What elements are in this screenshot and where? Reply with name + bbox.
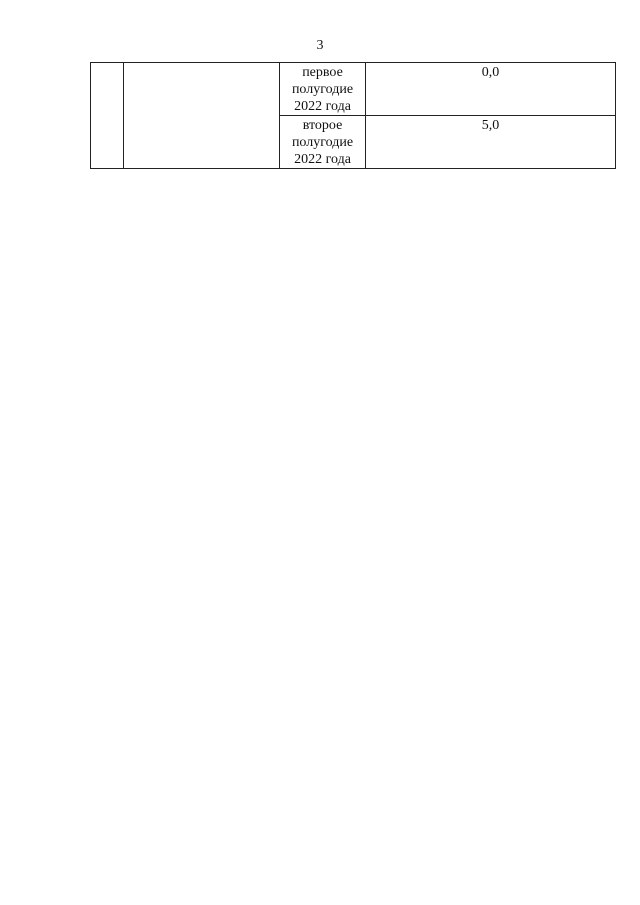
- period-label: первое полугодие 2022 года: [291, 65, 354, 114]
- district-name: [124, 63, 280, 169]
- page-number: 3: [316, 38, 324, 53]
- value-cell: 5,0: [366, 116, 616, 169]
- table-row: [91, 63, 616, 116]
- period-label: второе полугодие 2022 года: [291, 118, 354, 167]
- district-number: [91, 63, 124, 169]
- data-table: [90, 62, 616, 169]
- value-cell: 0,0: [366, 63, 616, 116]
